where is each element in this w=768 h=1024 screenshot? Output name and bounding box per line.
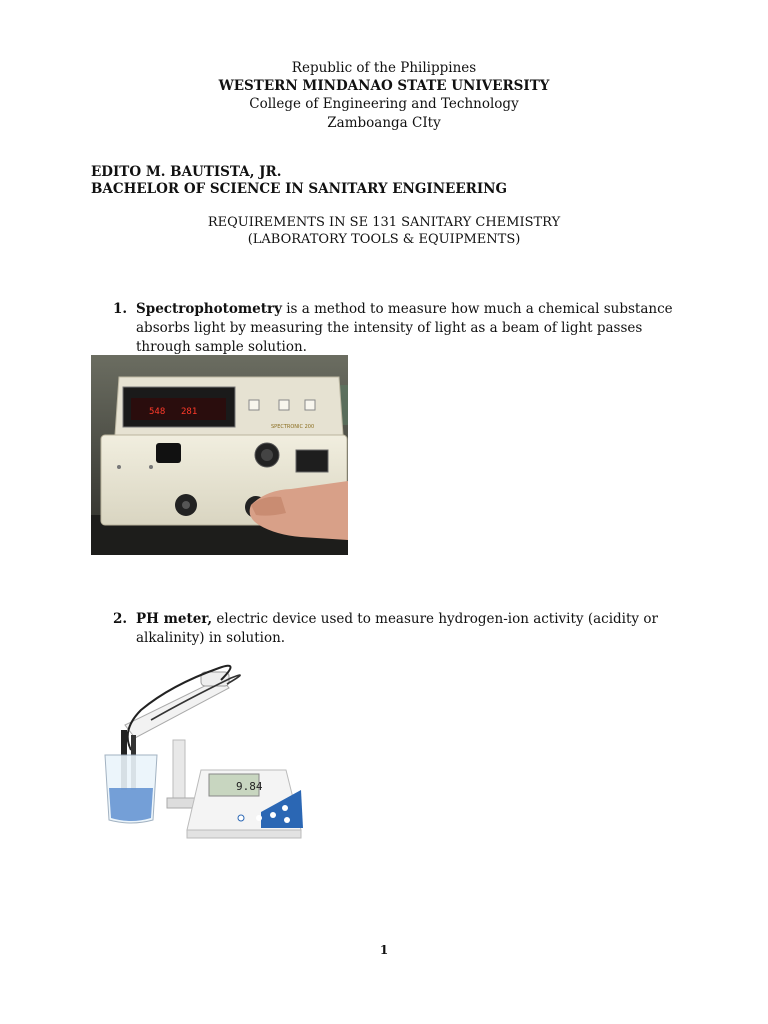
header-college: College of Engineering and Technology [249,96,519,112]
term-spectrophotometry: Spectrophotometry [136,301,282,317]
list-number: 1. [113,301,128,317]
author-program: BACHELOR OF SCIENCE IN SANITARY ENGINEERING [91,181,508,197]
list-item-ph-meter [91,610,681,648]
list-number: 2. [113,611,128,627]
ph-meter-image [91,650,309,870]
title-subtitle: (LABORATORY TOOLS & EQUIPMENTS) [247,232,521,247]
spectro-brand: SPECTRONIC 200 [271,424,315,430]
definition-ph-meter: electric device used to measure hydrogen-ion activity (acidity or alkalinity) in solution. [136,611,658,646]
list-item-spectrophotometry [91,300,681,357]
term-ph-meter: PH meter, [136,611,213,627]
spectro-display-2: 281 [181,407,198,417]
spectro-display-1: 548 [149,407,166,417]
page-number: 1 [379,943,389,957]
header-republic: Republic of the Philippines [291,60,477,76]
spectrophotometer-image [91,355,348,555]
title-requirements: REQUIREMENTS IN SE 131 SANITARY CHEMISTRY [207,215,561,230]
header-city: Zamboanga CIty [327,115,441,131]
definition-spectrophotometry: is a method to measure how much a chemical substance absorbs light by measuring the intensity of light as a beam of light passes through sample solution. [136,301,673,355]
header-university: WESTERN MINDANAO STATE UNIVERSITY [218,78,550,94]
ph-reading: 9.84 [236,780,263,793]
author-name: EDITO M. BAUTISTA, JR. [91,164,282,180]
